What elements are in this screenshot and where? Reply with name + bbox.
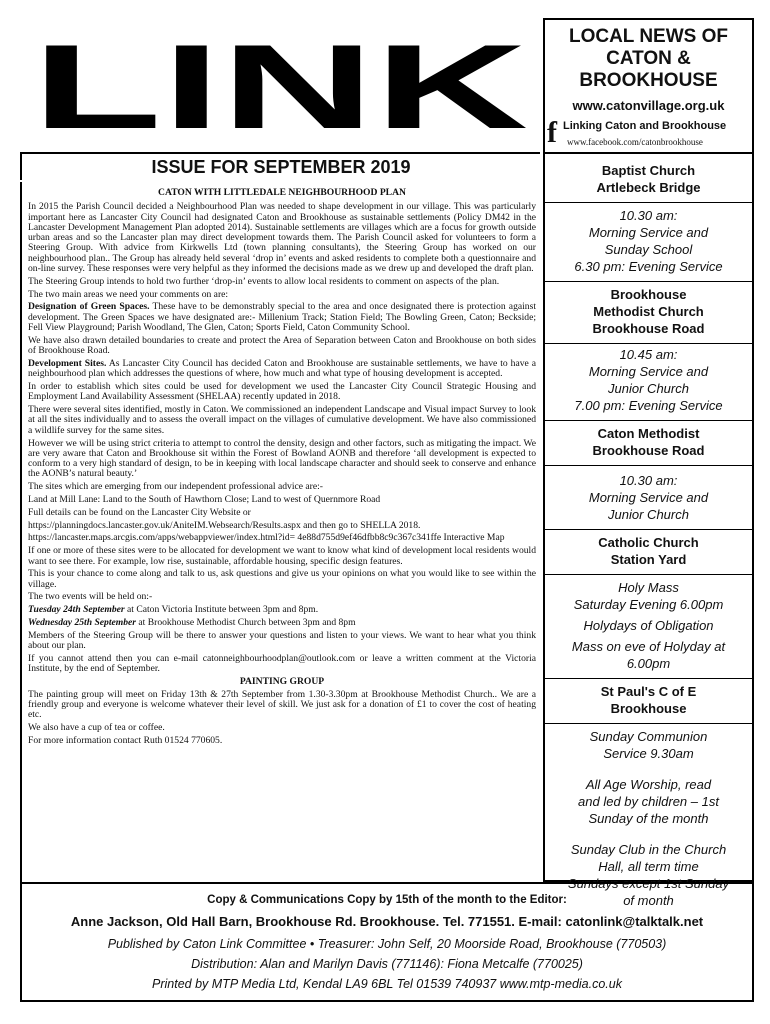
paragraph: The painting group will meet on Friday 13th & 27th September from 1.30-3.30pm at Brookhouse Methodist Church.. We are a friendly group and everyone is welcome whatever their level of skill. We just ask for a donation of £1 to cover the cost of heating etc. [28, 688, 536, 721]
church-services-sidebar [543, 152, 754, 908]
facebook-row [545, 116, 752, 150]
paragraph: Full details can be found on the Lancaster City Website or [28, 506, 251, 518]
divider [545, 529, 752, 530]
paragraph: There were several sites identified, mostly in Caton. We commissioned an independent Landscape and Visual impact Survey to look at all the sites individually and to assess the overall impact on the villages of cumulative development. We have also commissioned a wildlife survey for the same sites. [28, 404, 536, 436]
church-name: Catholic Church [598, 535, 699, 550]
local-title-line-2: CATON & [606, 48, 691, 69]
facebook-link[interactable]: www.facebook.com/catonbrookhouse [567, 137, 703, 147]
service-line: 10.45 am: [619, 347, 678, 362]
divider [545, 465, 752, 466]
service-line: 10.30 am: [619, 208, 678, 223]
divider [545, 343, 752, 344]
paragraph [28, 605, 536, 615]
service-line: 6.00pm [626, 656, 671, 671]
paragraph [28, 359, 536, 380]
divider [545, 281, 752, 282]
divider [545, 420, 752, 421]
paragraph [28, 302, 536, 333]
paragraph: For more information contact Ruth 01524 770605. [28, 734, 223, 746]
map-link[interactable]: https://lancaster.maps.arcgis.com/apps/webappviewer/index.html?id= 4e88d755d9ef46dfbb8c9c367c341ffe Interactive Map [28, 532, 505, 544]
paragraph: Land at Mill Lane: Land to the South of Hawthorn Close; Land to west of Quernmore Road [28, 494, 381, 506]
facebook-label: Linking Caton and Brookhouse [563, 120, 727, 132]
paragraph: The sites which are emerging from our independent professional advice are:- [28, 481, 323, 493]
green-spaces-heading: Designation of Green Spaces. [28, 301, 150, 313]
divider [545, 678, 752, 679]
service-line: All Age Worship, read [585, 777, 712, 792]
service-line: Holydays of Obligation [583, 618, 714, 633]
website-link[interactable]: www.catonvillage.org.uk [572, 98, 725, 113]
church-location: Brookhouse Road [592, 321, 705, 336]
service-line: Sundays except 1st Sunday [567, 876, 730, 891]
service-line: Sunday of the month [588, 811, 709, 826]
service-line: 6.30 pm: Evening Service [574, 259, 723, 274]
paragraph: In 2015 the Parish Council decided a Neighbourhood Plan was needed to shape development in our village. This was particularly important here as Lancaster City Council had designated Caton and Brookhouse as sustainable settlements (Policy DM42 in the Lancaster Development Management Plan adopted 2014). Sustainable settlements are villages which are a focus for growth outside urban areas and so the Lancaster plan may direct development towards them. The Parish Council asked for volunteers to form a Steering Group. With advice from Kirkwells Ltd (town planning consultants), the Steering Group has worked on our neighbourhood plan.. The Group has already held several ‘drop in’ events and asked residents to complete both a questionnaire and on-line survey. These responses were very helpful as they informed the decisions made as we drew up and developed the draft plan. [28, 201, 536, 275]
service-line: Junior Church [608, 507, 689, 522]
footer-copy-deadline: Copy & Communications Copy by 15th of the month to the Editor: [207, 894, 567, 906]
issue-title: ISSUE FOR SEPTEMBER 2019 [20, 152, 540, 180]
facebook-icon: f [547, 116, 557, 149]
paragraph: If one or more of these sites were to be allocated for development we want to know what kind of development local residents would want to see there. For example, low rise, sustainable, affordable housing, specific design features. [28, 545, 536, 567]
church-st-pauls [545, 683, 752, 909]
service-line: Hall, all term time [598, 859, 699, 874]
paragraph: In order to establish which sites could be used for development we used the Lancaster City Council Strategic Housing and Employment Land Availability Assessment (SHELAA) recently updated in 2018. [28, 381, 536, 403]
church-name: Methodist Church [593, 304, 704, 319]
development-sites-heading: Development Sites. [28, 357, 107, 369]
footer-distribution: Distribution: Alan and Marilyn Davis (771146): Fiona Metcalfe (770025) [191, 957, 583, 971]
painting-heading: PAINTING GROUP [239, 675, 325, 687]
local-title [545, 26, 752, 92]
logo-text: LINK [32, 20, 528, 154]
paragraph: If you cannot attend then you can e-mail catonneighbourhoodplan@outlook.com or leave a written comment at the Victoria Institute, by the end of September. [28, 652, 536, 675]
church-location: Brookhouse Road [592, 443, 705, 458]
service-line: Mass on eve of Holyday at [571, 639, 726, 654]
church-caton-methodist [545, 425, 752, 523]
service-line: Service 9.30am [603, 746, 694, 761]
service-line: Morning Service and [588, 364, 709, 379]
event-text-2: at Brookhouse Methodist Church between 3pm and 8pm [136, 616, 356, 628]
service-line: Holy Mass [618, 580, 679, 595]
church-name: Caton Methodist [597, 426, 700, 441]
service-line: 10.30 am: [619, 473, 678, 488]
church-location: Artlebeck Bridge [596, 180, 701, 195]
local-title-line-3: BROOKHOUSE [579, 70, 718, 91]
footer-publisher: Published by Caton Link Committee • Treasurer: John Self, 20 Moorside Road, Brookhouse (770503) [107, 937, 667, 951]
service-line: Saturday Evening 6.00pm [573, 597, 724, 612]
development-sites-text: As Lancaster City Council has decided Caton and Brookhouse are sustainable settlements, we have to have a neighbourhood plan which addresses the questions of where, how much and what type of housing development is accepted. [28, 357, 536, 380]
paragraph: The two main areas we need your comments on are: [28, 288, 229, 300]
church-name: Baptist Church [601, 163, 696, 178]
paragraph [28, 618, 536, 628]
paragraph: The Steering Group intends to hold two further ‘drop-in’ events to allow local residents to comment on aspects of the plan. [28, 275, 500, 287]
paragraph: This is your chance to come along and talk to us, ask questions and give us your opinions on what you would like to see within the village. [28, 568, 536, 590]
service-line: 7.00 pm: Evening Service [574, 398, 723, 413]
service-line: Sunday Club in the Church [570, 842, 727, 857]
service-line: of month [623, 893, 674, 908]
church-location: Station Yard [610, 552, 687, 567]
service-line: Sunday Communion [589, 729, 708, 744]
service-line: Junior Church [608, 381, 689, 396]
service-line: Sunday School [604, 242, 693, 257]
footer-box [20, 882, 754, 1002]
service-line: Morning Service and [588, 225, 709, 240]
church-baptist [545, 162, 752, 275]
divider [545, 202, 752, 203]
church-name: St Paul's C of E [600, 684, 697, 699]
footer-printer: Printed by MTP Media Ltd, Kendal LA9 6BL Tel 01539 740937 www.mtp-media.co.uk [152, 977, 622, 991]
divider [545, 574, 752, 575]
paragraph: Members of the Steering Group will be there to answer your questions and listen to your views. We want to hear what you think about our plan. [28, 629, 536, 652]
paragraph: We have also drawn detailed boundaries to create and protect the Area of Separation between Caton and Brookhouse on both sides of Brookhouse Road. [28, 334, 536, 357]
church-name: Brookhouse [610, 287, 687, 302]
service-line: and led by children – 1st [578, 794, 719, 809]
local-news-box [543, 18, 754, 152]
event-date-2: Wednesday 25th September [28, 616, 137, 628]
church-location: Brookhouse [610, 701, 687, 716]
service-line: Morning Service and [588, 490, 709, 505]
divider [545, 723, 752, 724]
event-date-1: Tuesday 24th September [28, 604, 125, 616]
link-logo [30, 20, 530, 154]
paragraph: The two events will be held on:- [28, 591, 153, 603]
church-catholic [545, 534, 752, 672]
planning-link[interactable]: https://planningdocs.lancaster.gov.uk/AniteIM.Websearch/Results.aspx and then go to SHELLA 2018. [28, 519, 421, 531]
paragraph: We also have a cup of tea or coffee. [28, 722, 165, 734]
event-text-1: at Caton Victoria Institute between 3pm and 8pm. [124, 604, 319, 616]
article-heading: CATON WITH LITTLEDALE NEIGHBOURHOOD PLAN [158, 187, 406, 198]
paragraph: However we will be using strict criteria to attempt to control the density, design and other factors, such as mitigating the impact. We are very aware that Caton and Brookhouse sit within the Forest of Bowland AONB and therefore ‘all development is expected to conform to a very high standard of design, to be in keeping with local landscape character and should seek to conserve and enhance the AONB’s natural beauty.’ [28, 437, 536, 480]
church-brookhouse-methodist [545, 286, 752, 414]
footer-editor-contact: Anne Jackson, Old Hall Barn, Brookhouse Rd. Brookhouse. Tel. 771551. E-mail: catonlink@talktalk.net [70, 914, 704, 929]
article-column [20, 182, 540, 882]
local-title-line-1: LOCAL NEWS OF [568, 26, 729, 47]
green-spaces-text: These have to be demonstrably special to the area and once designated there is protection against development. The Green Spaces we have designated are:- Millenium Track; Station Field; The Bowling Green, Caton; Beckside; Fell View Playground; Parish Woodland, The Glen, Caton; Sports Field, Caton Community School. [28, 301, 536, 334]
